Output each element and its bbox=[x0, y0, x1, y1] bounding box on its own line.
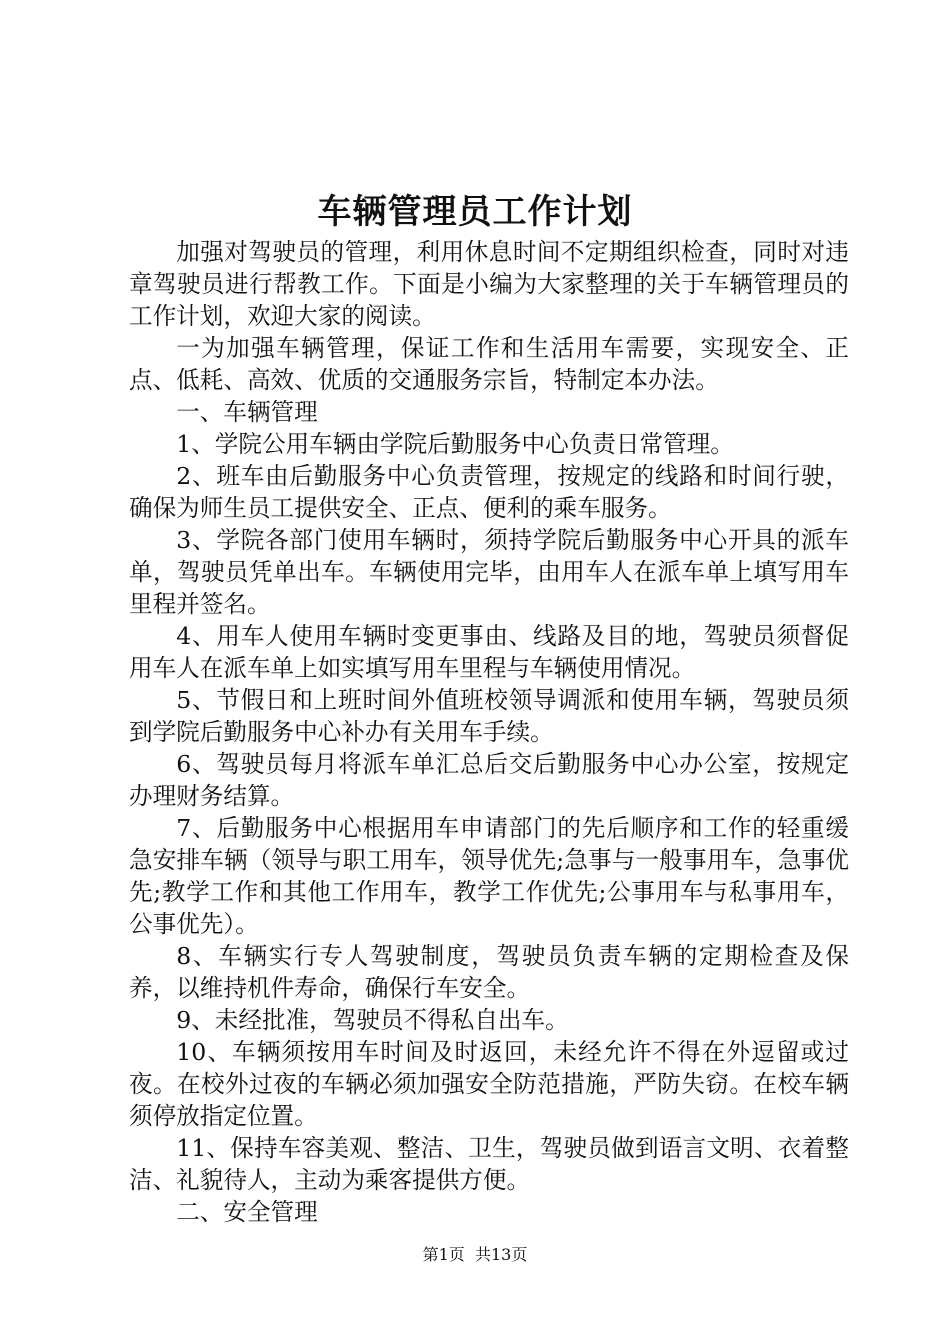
page-total: 共13页 bbox=[474, 1245, 528, 1264]
rule-item-11: 11、保持车容美观、整洁、卫生，驾驶员做到语言文明、衣着整洁、礼貌待人，主动为乘客提供方便。 bbox=[129, 1134, 849, 1194]
rule-item-9: 9、未经批准，驾驶员不得私自出车。 bbox=[176, 1006, 569, 1034]
page-footer bbox=[0, 1242, 950, 1265]
rule-item-10: 10、车辆须按用车时间及时返回，未经允许不得在外逗留或过夜。在校外过夜的车辆必须加强安全防范措施，严防失窃。在校车辆须停放指定位置。 bbox=[129, 1038, 849, 1130]
rule-item-1: 1、学院公用车辆由学院后勤服务中心负责日常管理。 bbox=[176, 430, 734, 458]
page-number: 第1页 bbox=[422, 1245, 465, 1264]
rule-item-8: 8、车辆实行专人驾驶制度，驾驶员负责车辆的定期检查及保养，以维持机件寿命，确保行车安全。 bbox=[129, 942, 849, 1002]
rule-item-6: 6、驾驶员每月将派车单汇总后交后勤服务中心办公室，按规定办理财务结算。 bbox=[129, 750, 849, 810]
section-heading-vehicle-management: 一、车辆管理 bbox=[176, 398, 318, 426]
rule-item-3: 3、学院各部门使用车辆时，须持学院后勤服务中心开具的派车单，驾驶员凭单出车。车辆使用完毕，由用车人在派车单上填写用车里程并签名。 bbox=[129, 526, 849, 618]
rule-item-7: 7、后勤服务中心根据用车申请部门的先后顺序和工作的轻重缓急安排车辆（领导与职工用车，领导优先;急事与一般事用车，急事优先;教学工作和其他工作用车，教学工作优先;公事用车与私事用车，公事优先）。 bbox=[129, 814, 849, 938]
rule-item-2: 2、班车由后勤服务中心负责管理，按规定的线路和时间行驶，确保为师生员工提供安全、正点、便利的乘车服务。 bbox=[129, 462, 849, 522]
intro-paragraph: 加强对驾驶员的管理，利用休息时间不定期组织检查，同时对违章驾驶员进行帮教工作。下面是小编为大家整理的关于车辆管理员的工作计划，欢迎大家的阅读。 bbox=[129, 238, 849, 330]
document-body bbox=[129, 236, 849, 1228]
section-heading-safety-management: 二、安全管理 bbox=[176, 1198, 318, 1226]
rule-item-4: 4、用车人使用车辆时变更事由、线路及目的地，驾驶员须督促用车人在派车单上如实填写用车里程与车辆使用情况。 bbox=[129, 622, 849, 682]
page-title: 车辆管理员工作计划 bbox=[317, 192, 633, 232]
rule-item-5: 5、节假日和上班时间外值班校领导调派和使用车辆，驾驶员须到学院后勤服务中心补办有关用车手续。 bbox=[129, 686, 849, 746]
purpose-paragraph: 一为加强车辆管理，保证工作和生活用车需要，实现安全、正点、低耗、高效、优质的交通服务宗旨，特制定本办法。 bbox=[129, 334, 849, 394]
